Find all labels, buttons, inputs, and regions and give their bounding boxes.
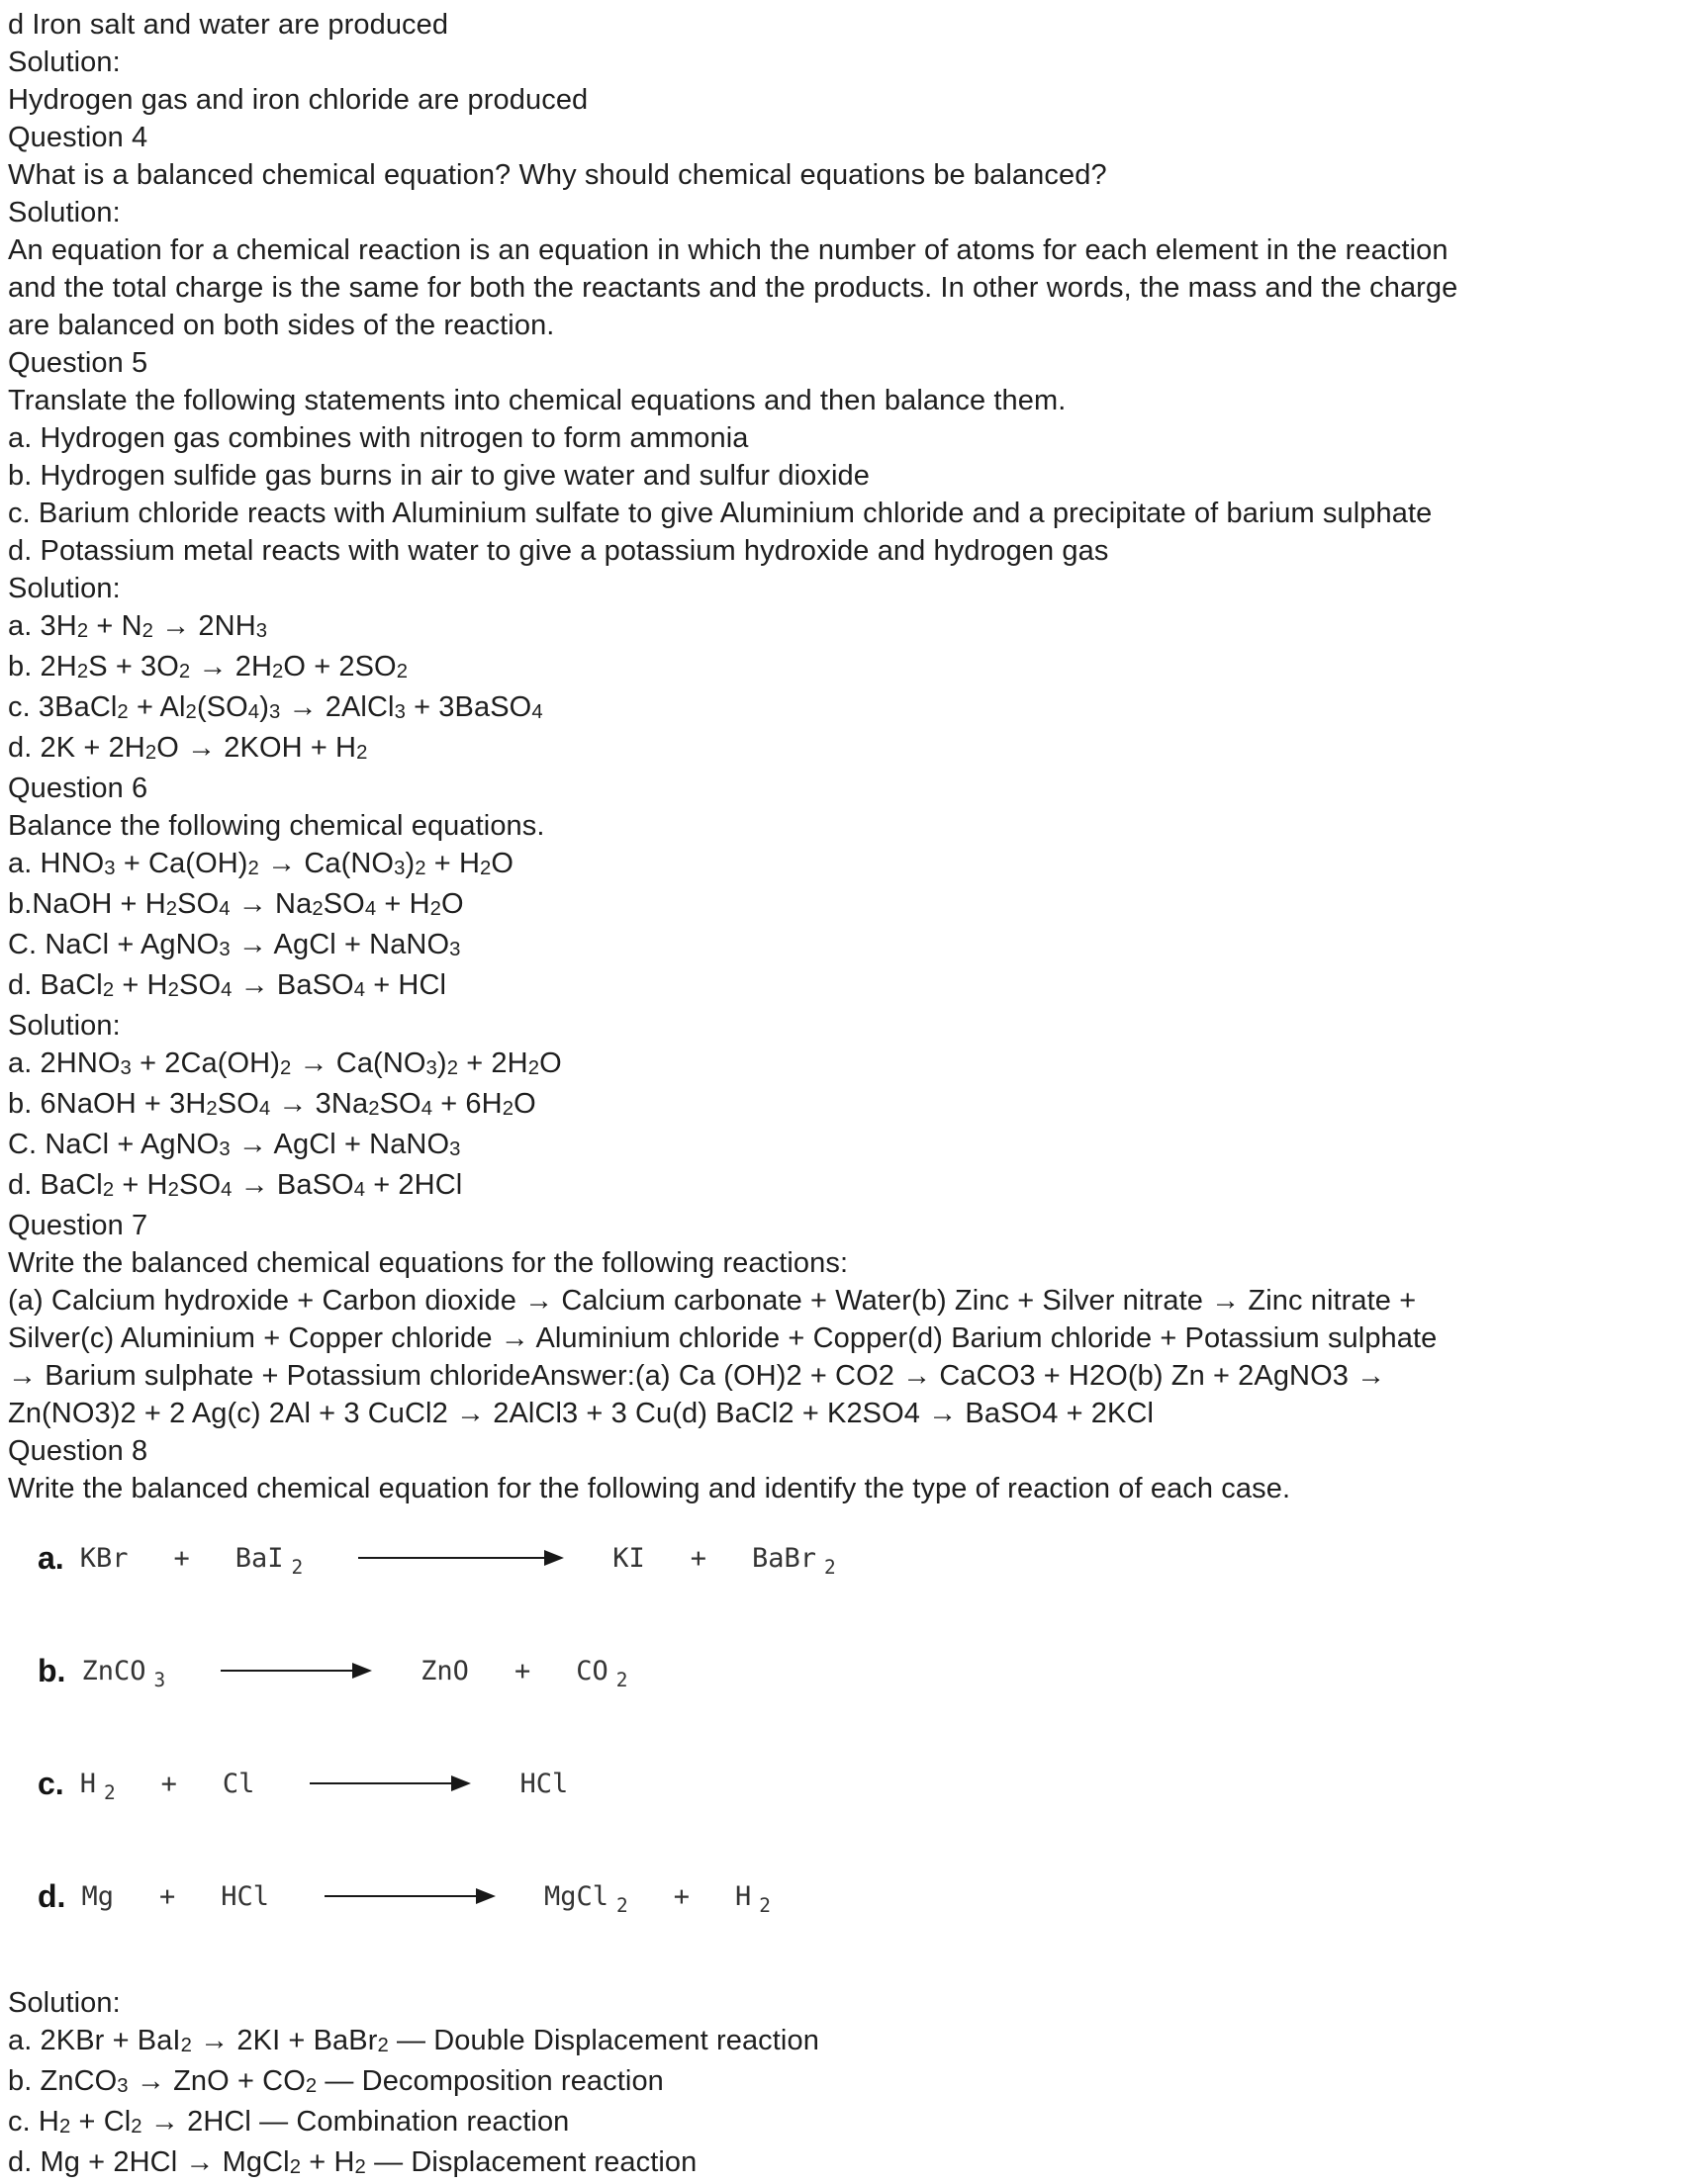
subscript: 4 [258, 1097, 271, 1120]
text-line: Balance the following chemical equations. [8, 810, 545, 842]
subscript: 2 [312, 897, 324, 920]
subscript: 2 [271, 660, 284, 682]
formula-token: Mg [81, 1880, 114, 1912]
subscript: 2 [356, 741, 368, 764]
text-line: d. Mg + 2HCl → MgCl2 + H2 — Displacement reaction [8, 2146, 698, 2178]
text-line: d. BaCl2 + H2SO4 → BaSO4 + HCl [8, 969, 447, 1001]
reaction-arrow [221, 1670, 369, 1672]
solution-text-block [8, 1984, 1682, 2184]
text-line: and the total charge is the same for both the reactants and the products. In other words, the mass and the charge [8, 272, 1458, 304]
reaction-arrow [325, 1895, 493, 1897]
formula-token: + [173, 1542, 190, 1574]
reaction-equation-row [38, 1871, 1682, 1921]
formula-token: ZnO [420, 1655, 469, 1686]
equation-item-label: b. [38, 1652, 66, 1688]
formula-token: ZnCO $_3$ [81, 1655, 166, 1692]
text-line: b. 6NaOH + 3H2SO4 → 3Na2SO4 + 6H2O [8, 1088, 536, 1120]
subscript: 2 [824, 1556, 836, 1580]
text-line: Solution: [8, 573, 121, 604]
subscript: 4 [247, 700, 260, 723]
formula-token: HCl [519, 1768, 569, 1799]
text-line: Write the balanced chemical equations for the following reactions: [8, 1247, 849, 1279]
subscript: 2 [429, 897, 442, 920]
question8-equation-images [8, 1507, 1682, 1921]
subscript: 3 [449, 938, 461, 960]
equation-item-label: d. [38, 1877, 66, 1914]
formula-token: H $_2$ [79, 1768, 116, 1805]
subscript: 2 [377, 2034, 389, 2056]
reaction-arrow [358, 1557, 561, 1559]
formula-token: + [690, 1542, 706, 1574]
subscript: 2 [396, 660, 409, 682]
text-line: a. 2KBr + BaI2 → 2KI + BaBr2 — Double Displacement reaction [8, 2025, 819, 2056]
text-line: Solution: [8, 46, 121, 78]
subscript: 2 [279, 1056, 292, 1079]
subscript: 3 [449, 1138, 461, 1160]
subscript: 4 [364, 897, 377, 920]
text-line: d. 2K + 2H2O → 2KOH + H2 [8, 732, 368, 764]
subscript: 2 [144, 741, 157, 764]
text-line: An equation for a chemical reaction is an equation in which the number of atoms for each element in the reaction [8, 234, 1448, 266]
formula-token: BaI $_2$ [234, 1542, 304, 1580]
text-line: Solution: [8, 197, 121, 228]
formula-token: KI [612, 1542, 645, 1574]
subscript: 3 [219, 938, 231, 960]
subscript: 2 [102, 1178, 115, 1201]
subscript: 4 [420, 1097, 433, 1120]
subscript: 2 [185, 700, 197, 723]
text-line: Question 6 [8, 773, 148, 804]
text-line: C. NaCl + AgNO3 → AgCl + NaNO3 [8, 929, 461, 960]
text-line: Solution: [8, 1987, 121, 2019]
formula-token: HCl [221, 1880, 269, 1912]
subscript: 3 [425, 1056, 437, 1079]
text-line: Silver(c) Aluminium + Copper chloride → Aluminium chloride + Copper(d) Barium chloride + Potassium sulphate [8, 1322, 1438, 1354]
text-line: Translate the following statements into chemical equations and then balance them. [8, 385, 1067, 416]
text-line: a. HNO3 + Ca(OH)2 → Ca(NO3)2 + H2O [8, 848, 514, 879]
subscript: 2 [206, 1097, 218, 1120]
text-line: C. NaCl + AgNO3 → AgCl + NaNO3 [8, 1129, 461, 1160]
subscript: 4 [531, 700, 543, 723]
subscript: 2 [305, 2074, 318, 2097]
subscript: 3 [255, 619, 268, 642]
subscript: 2 [247, 857, 259, 879]
text-line: Hydrogen gas and iron chloride are produced [8, 84, 589, 116]
subscript: 4 [353, 978, 366, 1001]
subscript: 4 [221, 1178, 233, 1201]
subscript: 4 [353, 1178, 366, 1201]
subscript: 3 [394, 857, 406, 879]
text-line: a. 3H2 + N2 → 2NH3 [8, 610, 268, 642]
subscript: 3 [117, 2074, 129, 2097]
subscript: 2 [415, 857, 426, 879]
formula-token: + [160, 1768, 177, 1799]
subscript: 3 [153, 1669, 166, 1692]
formula-token: BaBr $_2$ [752, 1542, 836, 1580]
formula-token: MgCl $_2$ [544, 1880, 628, 1918]
equation-item-label: c. [38, 1765, 64, 1801]
subscript: 2 [502, 1097, 514, 1120]
subscript: 3 [394, 700, 406, 723]
text-line: (a) Calcium hydroxide + Carbon dioxide → Calcium carbonate + Water(b) Zinc + Silver nitrate → Zinc nitrate + [8, 1285, 1417, 1317]
subscript: 2 [103, 1781, 116, 1805]
subscript: 2 [368, 1097, 380, 1120]
text-line: d. Potassium metal reacts with water to give a potassium hydroxide and hydrogen gas [8, 535, 1109, 567]
subscript: 2 [178, 660, 191, 682]
subscript: 4 [221, 978, 233, 1001]
subscript: 2 [167, 1178, 179, 1201]
subscript: 2 [615, 1669, 628, 1692]
formula-token: CO $_2$ [576, 1655, 628, 1692]
text-line: b. ZnCO3 → ZnO + CO2 — Decomposition reaction [8, 2065, 664, 2097]
formula-token: KBr [79, 1542, 129, 1574]
document-text-block [8, 6, 1682, 1507]
subscript: 3 [120, 1056, 132, 1079]
subscript: 2 [131, 2115, 142, 2138]
subscript: 2 [76, 660, 89, 682]
subscript: 2 [480, 857, 492, 879]
text-line: → Barium sulphate + Potassium chlorideAnswer:(a) Ca (OH)2 + CO2 → CaCO3 + H2O(b) Zn + 2AgNO3 → [8, 1360, 1386, 1392]
subscript: 3 [219, 1138, 231, 1160]
text-line: Zn(NO3)2 + 2 Ag(c) 2Al + 3 CuCl2 → 2AlCl3 + 3 Cu(d) BaCl2 + K2SO4 → BaSO4 + 2KCl [8, 1398, 1155, 1429]
formula-token: + [158, 1880, 176, 1912]
reaction-equation-row [38, 1533, 1682, 1583]
subscript: 2 [616, 1894, 628, 1918]
subscript: 2 [167, 978, 179, 1001]
text-line: c. H2 + Cl2 → 2HCl — Combination reaction [8, 2106, 570, 2138]
text-line: Question 4 [8, 122, 148, 153]
text-line: b. Hydrogen sulfide gas burns in air to give water and sulfur dioxide [8, 460, 870, 492]
text-line: d Iron salt and water are produced [8, 9, 449, 41]
text-line: What is a balanced chemical equation? Why should chemical equations be balanced? [8, 159, 1107, 191]
text-line: Write the balanced chemical equation for the following and identify the type of reaction of each case. [8, 1473, 1291, 1504]
text-line: a. Hydrogen gas combines with nitrogen to form ammonia [8, 422, 749, 454]
text-line: Solution: [8, 1010, 121, 1042]
reaction-equation-row [38, 1646, 1682, 1695]
text-line: Question 7 [8, 1210, 148, 1241]
formula-token: H $_2$ [735, 1880, 771, 1918]
subscript: 2 [354, 2155, 366, 2178]
subscript: 2 [76, 619, 89, 642]
formula-token: + [514, 1655, 531, 1686]
subscript: 2 [117, 700, 129, 723]
equation-item-label: a. [38, 1539, 64, 1576]
formula-token: Cl [222, 1768, 255, 1799]
reaction-equation-row [38, 1759, 1682, 1808]
subscript: 2 [446, 1056, 459, 1079]
subscript: 2 [180, 2034, 192, 2056]
subscript: 4 [219, 897, 231, 920]
formula-token: + [673, 1880, 690, 1912]
reaction-arrow [310, 1782, 468, 1784]
text-line: Question 8 [8, 1435, 148, 1467]
text-line: b. 2H2S + 3O2 → 2H2O + 2SO2 [8, 651, 409, 682]
subscript: 2 [141, 619, 154, 642]
text-line: c. Barium chloride reacts with Aluminium sulfate to give Aluminium chloride and a precipitate of barium sulphate [8, 498, 1433, 529]
subscript: 2 [58, 2115, 71, 2138]
subscript: 3 [104, 857, 116, 879]
subscript: 2 [102, 978, 115, 1001]
subscript: 2 [291, 1556, 304, 1580]
subscript: 2 [289, 2155, 302, 2178]
text-line: Question 5 [8, 347, 148, 379]
text-line: b.NaOH + H2SO4 → Na2SO4 + H2O [8, 888, 464, 920]
text-line: a. 2HNO3 + 2Ca(OH)2 → Ca(NO3)2 + 2H2O [8, 1047, 562, 1079]
subscript: 3 [268, 700, 281, 723]
text-line: are balanced on both sides of the reaction. [8, 310, 555, 341]
subscript: 2 [165, 897, 178, 920]
subscript: 2 [759, 1894, 771, 1918]
subscript: 2 [527, 1056, 540, 1079]
text-line: d. BaCl2 + H2SO4 → BaSO4 + 2HCl [8, 1169, 463, 1201]
text-line: c. 3BaCl2 + Al2(SO4)3 → 2AlCl3 + 3BaSO4 [8, 691, 543, 723]
